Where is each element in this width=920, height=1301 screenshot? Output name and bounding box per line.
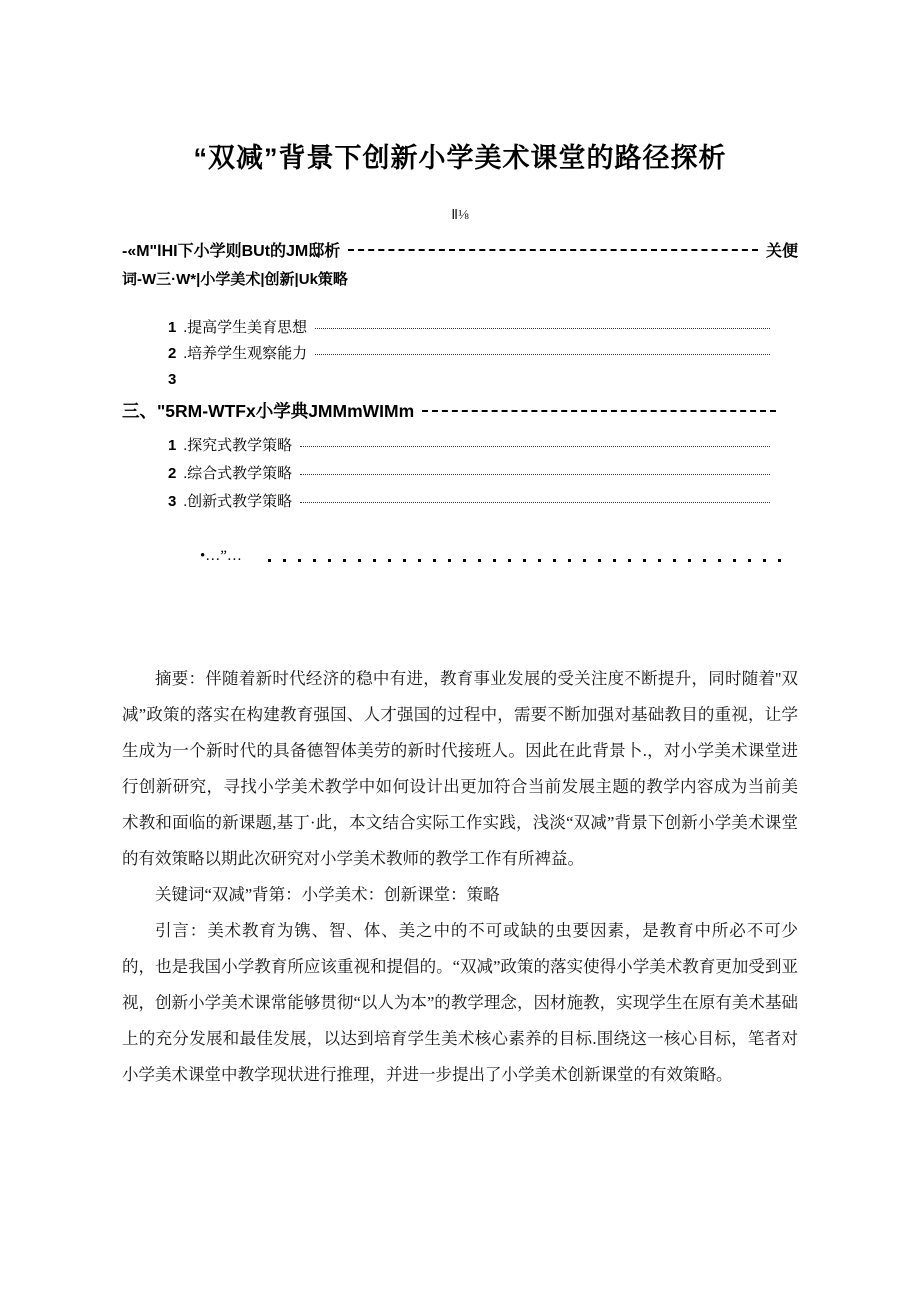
toc-item bbox=[168, 315, 798, 341]
introduction-paragraph: 引言：美术教育为镌、智、体、美之中的不可或缺的虫要因素，是教育中所必不可少的，也是我国小学教育所应该重视和提倡的。“双减”政策的落实使得小学美术教育更加受到亚视，创新小学美术课常能够贯彻“以人为本”的教学理念，因材施教，实现学生在原有美术基础上的充分发展和最佳发展，以达到培育学生美术核心素养的目标.围绕这一核心目标，笔者对小学美术课堂中教学现状进行推理，并进一步提出了小学美术创新课堂的有效策略。 bbox=[122, 921, 798, 1084]
dot-leader bbox=[300, 474, 770, 475]
abstract-paragraph: 摘要：伴随着新时代经济的稳中有进，教育事业发展的受关注度不断提升，同时随着''双减”政策的落实在构建教育强国、人才强国的过程中，需要不断加强对基础教目的重视，让学生成为一个新时代的具备德智体美劳的新时代接班人。因此在此背景卜.，对小学美术课堂进行创新研究，寻找小学美术教学中如何设计出更加符合当前发展主题的教学内容成为当前美术教和面临的新课题,基丁·此，本文结合实际工作实践，浅淡“双减”背景下创新小学美术课堂的有效策略以期此次研究对小学美术教师的教学工作有所裨益。 bbox=[122, 669, 798, 868]
toc-group-1 bbox=[168, 315, 798, 393]
toc-group-2 bbox=[168, 432, 798, 516]
toc-item bbox=[168, 460, 798, 488]
dash-leader bbox=[422, 410, 776, 412]
dash-leader bbox=[348, 249, 758, 251]
dot-leader bbox=[315, 328, 770, 329]
toc-item-label: .综合式教学策略 bbox=[183, 466, 293, 482]
toc-item-label: .培养学生观察能力 bbox=[183, 346, 308, 362]
toc-item-number: 1 bbox=[168, 437, 177, 454]
dot-leader bbox=[300, 446, 770, 447]
toc-item-number: 2 bbox=[168, 465, 177, 482]
toc-tail-text: •…”… bbox=[200, 548, 242, 564]
toc-item-label: .创新式教学策略 bbox=[183, 494, 293, 510]
toc-item-label: .探究式教学策略 bbox=[183, 438, 293, 454]
dot-leader bbox=[300, 502, 770, 503]
document-title: “双减”背景下创新小学美术课堂的路径探析 bbox=[193, 143, 727, 173]
toc-item-number: 3 bbox=[168, 493, 177, 510]
toc-item bbox=[168, 341, 798, 367]
toc-heading-1: -«M"lHI下小学则BUt的JM邸析 bbox=[122, 243, 341, 260]
toc-item-number: 3 bbox=[168, 371, 177, 388]
toc-item bbox=[168, 488, 798, 516]
toc-section-heading: 三、"5RM-WTFx小学典JMMmWIMm bbox=[122, 401, 415, 421]
toc-section-heading-row bbox=[122, 398, 798, 423]
document-body bbox=[122, 661, 798, 1093]
toc-item bbox=[168, 432, 798, 460]
toc-tail-row bbox=[200, 548, 798, 565]
page-mark: Ⅱ⅛ bbox=[451, 208, 469, 223]
toc-item bbox=[168, 367, 798, 393]
toc-item-number: 1 bbox=[168, 319, 177, 336]
table-of-contents bbox=[122, 238, 798, 565]
toc-heading-2: 词-W三·W*|小学美术|创新|Uk策略 bbox=[122, 271, 348, 288]
toc-heading-right: 关便 bbox=[765, 243, 798, 260]
toc-item-label: .提高学生美育思想 bbox=[183, 320, 308, 336]
toc-heading-row bbox=[122, 238, 798, 261]
keywords-line: 关键词“双减”背第：小学美术：创新课堂：策略 bbox=[155, 885, 500, 904]
dot-leader bbox=[315, 354, 770, 355]
spaced-dot-leader bbox=[268, 559, 792, 562]
toc-item-number: 2 bbox=[168, 345, 177, 362]
